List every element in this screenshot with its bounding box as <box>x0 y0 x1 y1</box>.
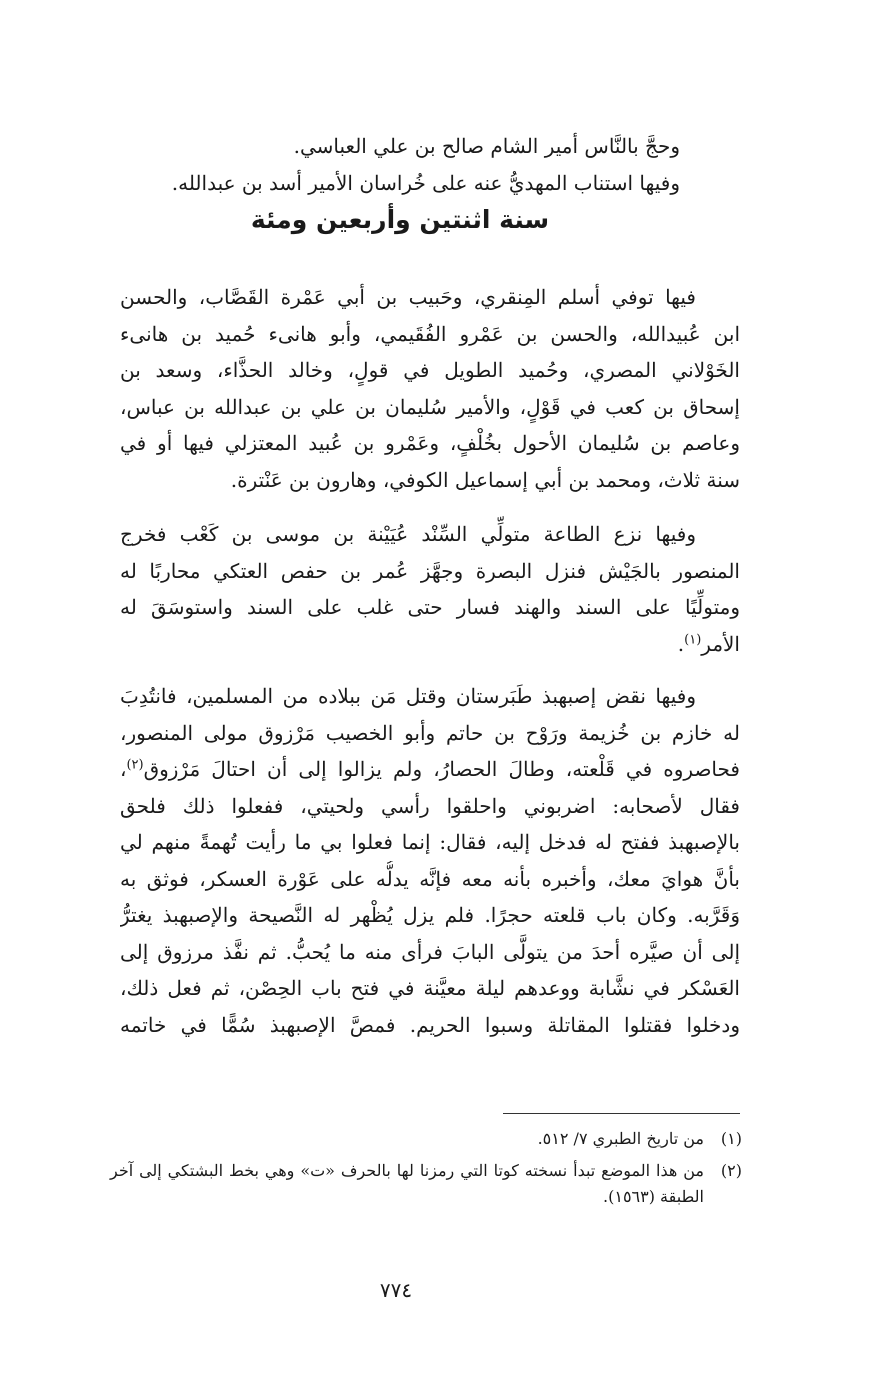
paragraph-line: ودخلوا فقتلوا المقاتلة وسبوا الحريم. فمصَّ الإصبهبذ سُمًّا في خاتمه <box>120 1012 740 1037</box>
intro-text <box>120 128 680 201</box>
paragraph-line: العَسْكر في نشَّابة ووعدهم ليلة معيَّنة في فتح باب الحِصْن، ثم فعل ذلك، <box>120 976 740 1000</box>
paragraph-deaths <box>120 279 740 498</box>
paragraph-tabaristan <box>120 678 740 1043</box>
paragraph-line: وفيها نزع الطاعة متولِّي السِّنْد عُيَيْنة بن موسى بن كَعْب فخرج <box>120 522 696 546</box>
paragraph-line: ابن عُبيدالله، والحسن بن عَمْرو الفُقَيمي، وأبو هانىء حُميد بن هانىء <box>120 321 740 346</box>
paragraph-line: وَقَرَّبه. وكان باب قلعته حجرًا. فلم يزل يُظْهر له النَّصيحة والإصبهبذ يغترُّ <box>120 903 740 927</box>
paragraph-line: المنصور بالجَيْش فنزل البصرة وجهَّز عُمر بن حفص العتكي محاربًا له <box>120 558 740 583</box>
footnote-item <box>110 1158 742 1210</box>
paragraph-line: ومتولِّيًا على السند والهند فسار حتى غلب على السند واستوسَقَ له <box>120 595 740 619</box>
paragraph-line <box>120 751 740 788</box>
footnote-item <box>110 1126 742 1152</box>
paragraph-line-text: الأمر <box>701 631 740 656</box>
paragraph-line: سنة ثلاث، ومحمد بن أبي إسماعيل الكوفي، وهارون بن عَنْترة. <box>230 467 740 492</box>
paragraph-line-text: فحاصروه في قَلْعته، وطالَ الحصارُ، ولم يزالوا إلى أن احتالَ مَرْزوق <box>143 757 740 781</box>
section-title: سنة اثنتين وأربعين ومئة <box>250 205 550 234</box>
paragraph-line: الخَوْلاني المصري، وحُميد الطويل في قولٍ، وخالد الحذَّاء، وسعد بن <box>120 358 740 382</box>
intro-line: وحجَّ بالنَّاس أمير الشام صالح بن علي العباسي. <box>293 134 680 158</box>
paragraph-line: فقال لأصحابه: اضربوني واحلقوا رأسي ولحيتي، ففعلوا ذلك فلحق <box>120 793 740 818</box>
footnote-text: من هذا الموضع تبدأ نسخته كوتا التي رمزنا لها بالحرف «ت» وهي بخط البشتكي إلى آخر الطبقة (١٥٦٣). <box>110 1161 704 1206</box>
page-number: ٧٧٤ <box>379 1278 413 1302</box>
footnotes <box>110 1126 742 1210</box>
paragraph-line: له خازم بن خُزيمة ورَوْح بن حاتم وأبو الخصيب مَرْزوق مولى المنصور، <box>120 720 740 745</box>
paragraph-line: إسحاق بن كعب في قَوْلٍ، والأمير سُليمان بن علي بن عبدالله بن عباس، <box>120 394 740 419</box>
paragraph-line: بأنَّ هوايَ معك، وأخبره بأنه معه فإنَّه يدلُّه على عَوْرة العسكر، فوثق به <box>120 866 740 891</box>
footnote-ref: (٢) <box>126 757 144 773</box>
footnote-number: (٢) <box>720 1161 742 1180</box>
paragraph-line-end: ، <box>120 757 127 781</box>
paragraph-sind <box>120 516 740 662</box>
paragraph-line: إلى أن صيَّره أحدَ من يتولَّى البابَ فرأى منه ما يُحبُّ. ثم نفَّذ مرزوق إلى <box>120 939 740 964</box>
intro-line: وفيها استناب المهديُّ عنه على خُراسان الأمير أسد بن عبدالله. <box>171 170 680 195</box>
paragraph-line: بالإصبهبذ ففتح له فدخل إليه، فقال: إنما فعلوا بي ما رأيت تُهمةً منهم لي <box>120 830 740 854</box>
footnote-separator <box>503 1113 740 1114</box>
paragraph-line: فيها توفي أسلم المِنقري، وحَبيب بن أبي عَمْرة القَصَّاب، والحسن <box>120 285 696 309</box>
paragraph-line-end: . <box>677 631 685 656</box>
footnote-ref: (١) <box>684 631 702 647</box>
paragraph-line <box>120 626 740 663</box>
paragraph-line: وعاصم بن سُليمان الأحول بخُلْفٍ، وعَمْرو بن عُبيد المعتزلي فيها أو في <box>120 431 740 455</box>
paragraph-line: وفيها نقض إصبهبذ طَبَرستان وقتل مَن ببلاده من المسلمين، فانتُدِبَ <box>120 684 696 708</box>
footnote-text: من تاريخ الطبري ٧/ ٥١٢. <box>537 1129 704 1148</box>
footnote-number: (١) <box>720 1129 742 1148</box>
